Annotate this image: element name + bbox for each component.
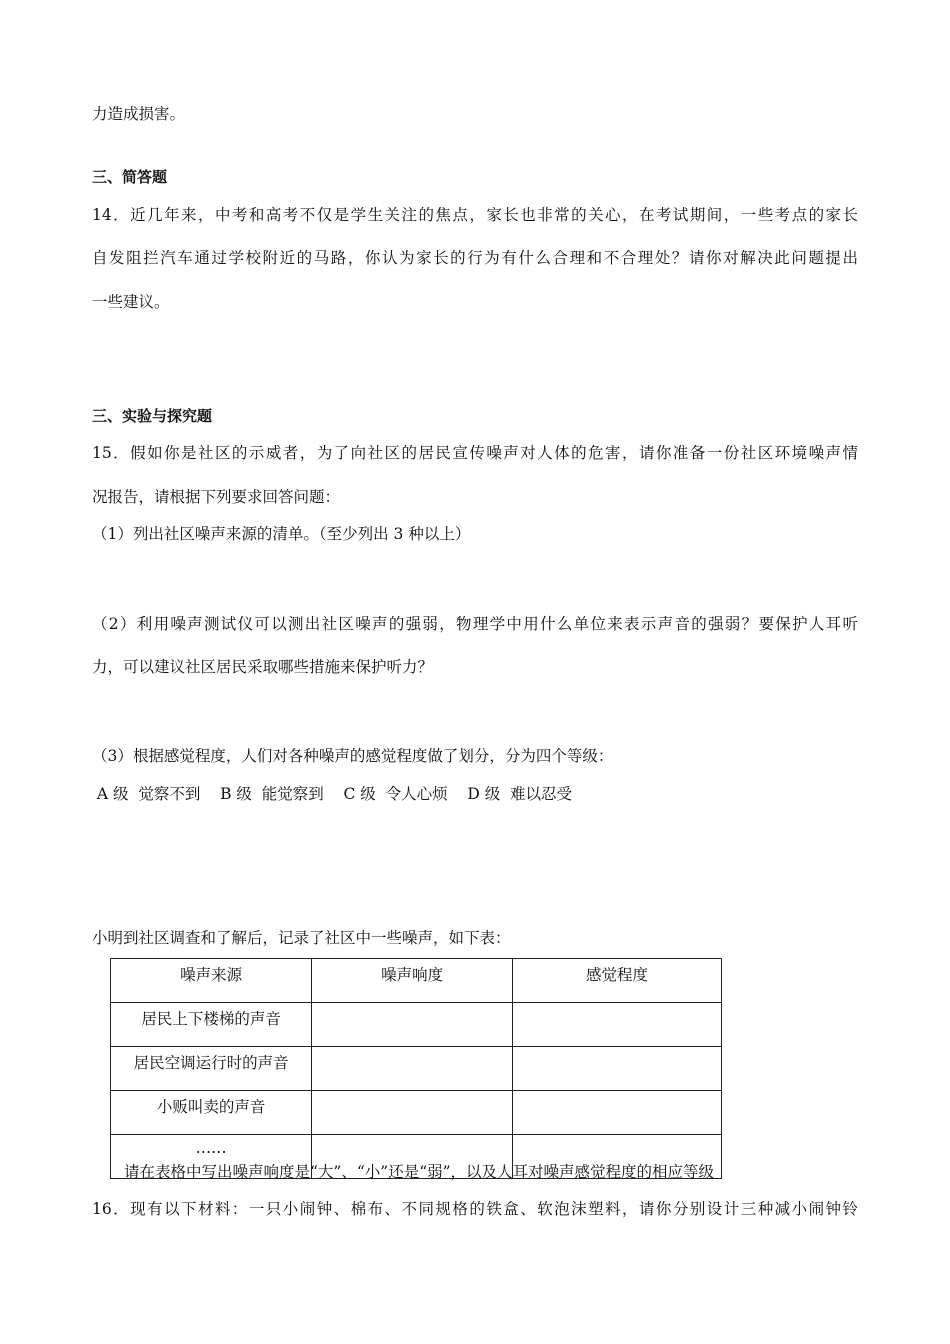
question-15-line-1: 15．假如你是社区的示威者，为了向社区的居民宣传噪声对人体的危害，请你准备一份社区环境噪声情: [92, 444, 858, 462]
table-header-cell: 噪声来源: [111, 959, 312, 1003]
question-15-part-1: （1）列出社区噪声来源的清单。（至少列出 3 种以上）: [92, 525, 471, 543]
table-row: [111, 1091, 722, 1135]
question-14-line-3: 一些建议。: [92, 293, 170, 311]
question-15-part-3: （3）根据感觉程度，人们对各种噪声的感觉程度做了划分，分为四个等级：: [92, 747, 614, 765]
table-cell: ……: [111, 1135, 312, 1179]
section-heading-short-answer: 三、简答题: [92, 168, 168, 186]
table-cell: 居民上下楼梯的声音: [111, 1003, 312, 1047]
question-16-line-1: 16．现有以下材料：一只小闹钟、棉布、不同规格的铁盒、软泡沫塑料，请你分别设计三种减小闹钟铃: [92, 1200, 858, 1218]
table-cell-input[interactable]: [312, 1091, 513, 1135]
table-header-cell: 感觉程度: [513, 959, 722, 1003]
question-15-line-2: 况报告，请根据下列要求回答问题：: [92, 488, 341, 506]
question-15-part-2-line-2: 力，可以建议社区居民采取哪些措施来保护听力？: [92, 658, 434, 676]
table-cell-input[interactable]: [312, 1003, 513, 1047]
question-14-line-2: 自发阻拦汽车通过学校附近的马路，你认为家长的行为有什么合理和不合理处？请你对解决此问题提出: [92, 249, 858, 267]
table-note: 请在表格中写出噪声响度是“大”、“小”还是“弱”，以及人耳对噪声感觉程度的相应等级: [124, 1163, 715, 1181]
table-cell: 小贩叫卖的声音: [111, 1091, 312, 1135]
table-intro: 小明到社区调查和了解后，记录了社区中一些噪声，如下表：: [92, 929, 511, 947]
table-header-row: [111, 959, 722, 1003]
question-15-part-2-line-1: （2）利用噪声测试仪可以测出社区噪声的强弱，物理学中用什么单位来表示声音的强弱？要保护人耳听: [92, 615, 858, 633]
noise-table: [110, 958, 722, 1179]
text-line: 力造成损害。: [92, 105, 186, 123]
table-cell-input[interactable]: [312, 1047, 513, 1091]
table-header-cell: 噪声响度: [312, 959, 513, 1003]
table-cell-input[interactable]: [513, 1091, 722, 1135]
table-row: [111, 1003, 722, 1047]
question-14-line-1: 14．近几年来，中考和高考不仅是学生关注的焦点，家长也非常的关心，在考试期间，一些考点的家长: [92, 206, 858, 224]
table-cell-input[interactable]: [513, 1047, 722, 1091]
section-heading-experiment: 三、实验与探究题: [92, 407, 213, 425]
table-cell: 居民空调运行时的声音: [111, 1047, 312, 1091]
grade-levels: A 级 觉察不到 B 级 能觉察到 C 级 令人心烦 D 级 难以忍受: [92, 785, 573, 803]
table-row: [111, 1047, 722, 1091]
table-cell-input[interactable]: [513, 1003, 722, 1047]
